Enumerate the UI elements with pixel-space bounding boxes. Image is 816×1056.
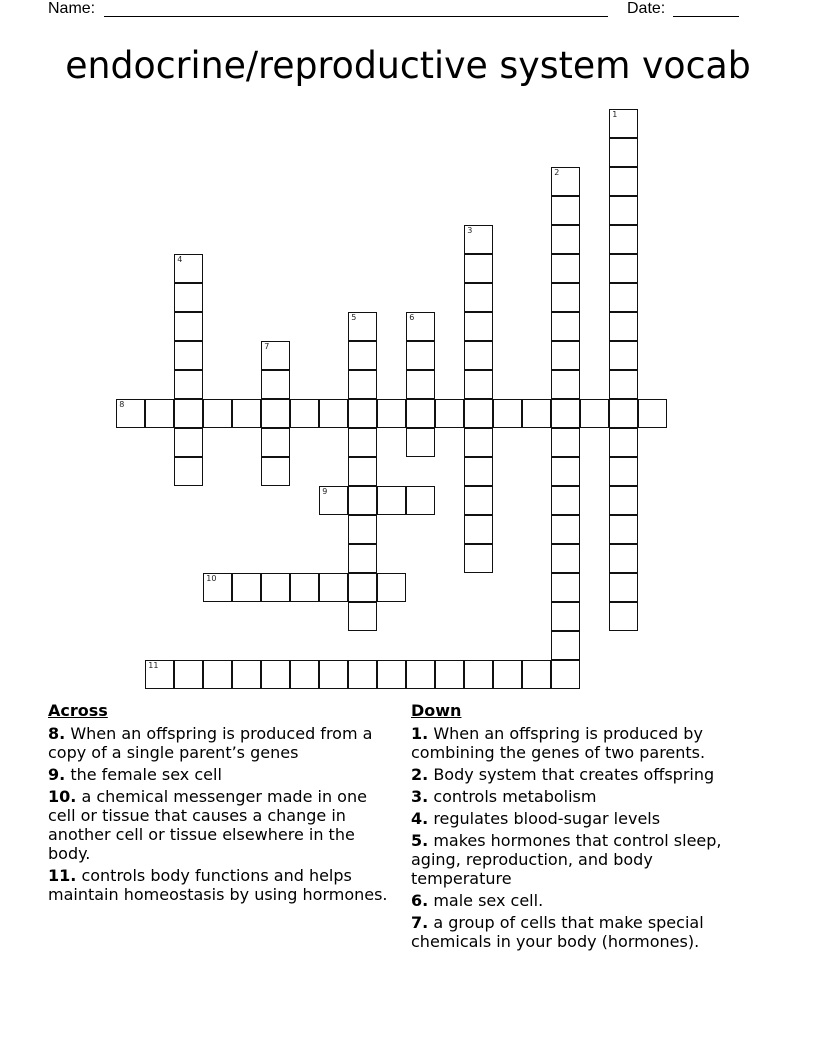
crossword-cell[interactable] — [609, 196, 638, 225]
crossword-cell[interactable] — [609, 399, 638, 428]
crossword-cell[interactable] — [609, 283, 638, 312]
crossword-cell[interactable] — [232, 399, 261, 428]
clue-text: controls body functions and helps maintain homeostasis by using hormones. — [48, 866, 388, 904]
crossword-cell[interactable] — [464, 660, 493, 689]
crossword-cell[interactable] — [464, 486, 493, 515]
clue-across-10 — [48, 787, 398, 863]
crossword-cell[interactable] — [261, 457, 290, 486]
cell-number: 9 — [322, 487, 328, 497]
crossword-cell[interactable] — [232, 660, 261, 689]
crossword-cell[interactable] — [609, 341, 638, 370]
crossword-cell[interactable] — [290, 399, 319, 428]
cell-number: 5 — [351, 313, 357, 323]
crossword-cell[interactable] — [348, 341, 377, 370]
clue-number: 6. — [411, 891, 429, 910]
crossword-cell[interactable] — [551, 457, 580, 486]
crossword-cell[interactable] — [261, 428, 290, 457]
crossword-cell[interactable] — [551, 399, 580, 428]
crossword-cell[interactable] — [348, 457, 377, 486]
crossword-cell[interactable] — [174, 254, 203, 283]
clue-number: 11. — [48, 866, 77, 885]
clue-down-1 — [411, 724, 756, 762]
crossword-cell[interactable] — [609, 602, 638, 631]
crossword-cell[interactable] — [261, 573, 290, 602]
crossword-cell[interactable] — [464, 225, 493, 254]
crossword-cell[interactable] — [261, 660, 290, 689]
crossword-cell[interactable] — [464, 341, 493, 370]
crossword-cell[interactable] — [348, 428, 377, 457]
crossword-cell[interactable] — [319, 399, 348, 428]
crossword-cell[interactable] — [319, 486, 348, 515]
crossword-cell[interactable] — [348, 573, 377, 602]
cell-number: 1 — [612, 110, 618, 120]
clue-down-5 — [411, 831, 756, 888]
cell-number: 3 — [467, 226, 473, 236]
crossword-cell[interactable] — [290, 660, 319, 689]
crossword-cell[interactable] — [203, 660, 232, 689]
crossword-cell[interactable] — [174, 428, 203, 457]
crossword-cell[interactable] — [551, 370, 580, 399]
crossword-cell[interactable] — [493, 660, 522, 689]
clue-down-6 — [411, 891, 756, 910]
across-heading: Across — [48, 701, 108, 720]
crossword-cell[interactable] — [609, 544, 638, 573]
crossword-cell[interactable] — [174, 399, 203, 428]
crossword-cell[interactable] — [609, 486, 638, 515]
crossword-cell[interactable] — [261, 341, 290, 370]
crossword-cell[interactable] — [203, 399, 232, 428]
crossword-cell[interactable] — [348, 602, 377, 631]
crossword-cell[interactable] — [551, 428, 580, 457]
crossword-cell[interactable] — [464, 370, 493, 399]
crossword-cell[interactable] — [174, 341, 203, 370]
clue-number: 2. — [411, 765, 429, 784]
clue-text: the female sex cell — [70, 765, 222, 784]
crossword-grid — [117, 110, 677, 700]
crossword-cell[interactable] — [551, 167, 580, 196]
crossword-cell[interactable] — [551, 544, 580, 573]
clue-number: 10. — [48, 787, 77, 806]
crossword-cell[interactable] — [551, 225, 580, 254]
cell-number: 4 — [177, 255, 183, 265]
clue-text: When an offspring is produced from a copy of a single parent’s genes — [48, 724, 373, 762]
clue-text: When an offspring is produced by combining the genes of two parents. — [411, 724, 706, 762]
crossword-cell[interactable] — [406, 428, 435, 457]
clue-number: 4. — [411, 809, 429, 828]
crossword-cell[interactable] — [609, 109, 638, 138]
clue-across-8 — [48, 724, 398, 762]
worksheet-header — [48, 0, 748, 20]
crossword-cell[interactable] — [319, 573, 348, 602]
down-clues — [411, 701, 756, 954]
crossword-cell[interactable] — [174, 660, 203, 689]
crossword-cell[interactable] — [464, 428, 493, 457]
crossword-cell[interactable] — [464, 544, 493, 573]
crossword-cell[interactable] — [609, 573, 638, 602]
name-field[interactable] — [104, 0, 608, 17]
crossword-cell[interactable] — [551, 254, 580, 283]
cell-number: 2 — [554, 168, 560, 178]
cell-number: 11 — [148, 661, 159, 671]
clue-number: 3. — [411, 787, 429, 806]
clue-down-7 — [411, 913, 756, 951]
crossword-cell[interactable] — [377, 486, 406, 515]
crossword-cell[interactable] — [406, 660, 435, 689]
crossword-cell[interactable] — [638, 399, 667, 428]
crossword-cell[interactable] — [609, 370, 638, 399]
crossword-cell[interactable] — [261, 370, 290, 399]
crossword-cell[interactable] — [493, 399, 522, 428]
crossword-cell[interactable] — [348, 486, 377, 515]
crossword-cell[interactable] — [580, 399, 609, 428]
clue-down-4 — [411, 809, 756, 828]
crossword-cell[interactable] — [551, 486, 580, 515]
crossword-cell[interactable] — [348, 399, 377, 428]
crossword-cell[interactable] — [435, 399, 464, 428]
crossword-cell[interactable] — [464, 312, 493, 341]
crossword-cell[interactable] — [174, 283, 203, 312]
crossword-cell[interactable] — [174, 370, 203, 399]
crossword-cell[interactable] — [551, 283, 580, 312]
crossword-cell[interactable] — [377, 399, 406, 428]
crossword-cell[interactable] — [174, 457, 203, 486]
crossword-cell[interactable] — [406, 341, 435, 370]
crossword-cell[interactable] — [522, 399, 551, 428]
crossword-cell[interactable] — [609, 515, 638, 544]
crossword-cell[interactable] — [348, 370, 377, 399]
date-field[interactable] — [673, 0, 739, 17]
crossword-cell[interactable] — [464, 515, 493, 544]
crossword-cell[interactable] — [348, 544, 377, 573]
clue-text: a chemical messenger made in one cell or tissue that causes a change in another cell or tissue elsewhere in the body. — [48, 787, 367, 863]
crossword-cell[interactable] — [522, 660, 551, 689]
crossword-cell[interactable] — [464, 399, 493, 428]
clue-text: regulates blood-sugar levels — [433, 809, 661, 828]
crossword-cell[interactable] — [203, 573, 232, 602]
crossword-cell[interactable] — [551, 312, 580, 341]
crossword-cell[interactable] — [348, 515, 377, 544]
crossword-cell[interactable] — [406, 312, 435, 341]
cell-number: 10 — [206, 574, 217, 584]
crossword-cell[interactable] — [464, 283, 493, 312]
crossword-cell[interactable] — [435, 660, 464, 689]
clue-number: 5. — [411, 831, 429, 850]
crossword-cell[interactable] — [348, 660, 377, 689]
crossword-cell[interactable] — [551, 602, 580, 631]
clue-number: 1. — [411, 724, 429, 743]
crossword-cell[interactable] — [377, 660, 406, 689]
clue-number: 9. — [48, 765, 66, 784]
crossword-cell[interactable] — [174, 312, 203, 341]
crossword-cell[interactable] — [464, 457, 493, 486]
crossword-cell[interactable] — [290, 573, 319, 602]
crossword-cell[interactable] — [551, 196, 580, 225]
clue-down-3 — [411, 787, 756, 806]
date-label: Date: — [627, 0, 666, 17]
clue-number: 8. — [48, 724, 66, 743]
clue-across-11 — [48, 866, 398, 904]
crossword-cell[interactable] — [551, 341, 580, 370]
crossword-cell[interactable] — [232, 573, 261, 602]
clue-text: makes hormones that control sleep, aging, reproduction, and body temperature — [411, 831, 722, 888]
across-clues — [48, 701, 398, 907]
crossword-cell[interactable] — [406, 399, 435, 428]
crossword-cell[interactable] — [609, 254, 638, 283]
crossword-cell[interactable] — [609, 225, 638, 254]
crossword-cell[interactable] — [609, 167, 638, 196]
crossword-cell[interactable] — [609, 457, 638, 486]
crossword-cell[interactable] — [464, 254, 493, 283]
clue-text: a group of cells that make special chemicals in your body (hormones). — [411, 913, 704, 951]
crossword-cell[interactable] — [551, 515, 580, 544]
clue-text: controls metabolism — [433, 787, 597, 806]
crossword-cell[interactable] — [609, 138, 638, 167]
clue-number: 7. — [411, 913, 429, 932]
clue-text: Body system that creates offspring — [433, 765, 715, 784]
crossword-cell[interactable] — [406, 370, 435, 399]
crossword-cell[interactable] — [261, 399, 290, 428]
crossword-cell[interactable] — [116, 399, 145, 428]
down-heading: Down — [411, 701, 462, 720]
crossword-cell[interactable] — [609, 428, 638, 457]
clue-down-2 — [411, 765, 756, 784]
crossword-cell[interactable] — [551, 573, 580, 602]
crossword-cell[interactable] — [145, 399, 174, 428]
cell-number: 8 — [119, 400, 125, 410]
page-title: endocrine/reproductive system vocab — [65, 44, 751, 87]
clue-across-9 — [48, 765, 398, 784]
cell-number: 6 — [409, 313, 415, 323]
crossword-cell[interactable] — [377, 573, 406, 602]
clue-text: male sex cell. — [433, 891, 544, 910]
cell-number: 7 — [264, 342, 270, 352]
crossword-cell[interactable] — [406, 486, 435, 515]
crossword-cell[interactable] — [319, 660, 348, 689]
crossword-cell[interactable] — [145, 660, 174, 689]
name-label: Name: — [48, 0, 96, 17]
crossword-cell[interactable] — [348, 312, 377, 341]
crossword-cell[interactable] — [609, 312, 638, 341]
crossword-cell[interactable] — [551, 631, 580, 660]
crossword-cell[interactable] — [551, 660, 580, 689]
